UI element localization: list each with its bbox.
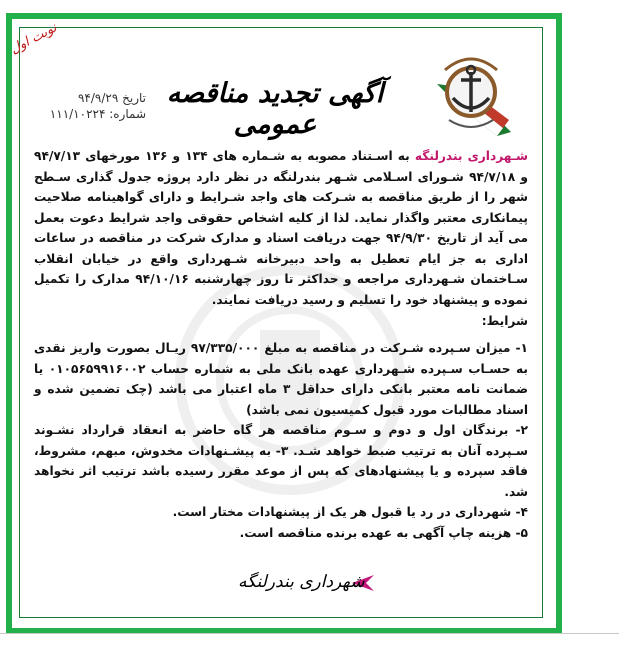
conditions-title: شرایط: [481,314,528,328]
intro-text: به اسـتناد مصوبه به شـماره های ۱۳۴ و ۱۳۶ مورخهای ۹۴/۷/۱۳ و ۹۴/۷/۱۸ شـورای اسـلامی شـهر بندرلنگه در نظر دارد پروژه جدول گذاری سـطح شهر را از طریق مناقصه به شـرکت های واجد شـرایط و دارای گواهینامه صلاحیت پیمانکاری معتبر واگذار نماید. لذا از کلیه اشخاص حقوقی واجد شرایط دعوت بعمل می آید از تاریخ ۹۴/۹/۳۰ جهت دریافت اسناد و مدارک شرکت در مناقصه در ساعات اداری به جز ایام تعطیل به واحد دبیرخانه شـهرداری واقع در خیابان انقلاب سـاختمان شـهرداری مراجعه و حداکثر تا روز چهارشنبه ۹۴/۱۰/۱۶ مدارک را تکمیل نموده و پیشنهاد خود را تسلیم و رسید دریافت نمایند. [34,149,529,307]
notice-date: تاریخ ۹۴/۹/۲۹ [77,91,146,105]
page-bottom-divider [0,633,619,634]
notice-title: آگهی تجدید مناقصه عمومی [166,78,384,140]
condition-item-1: ۱- میزان سـپرده شـرکت در مناقصه به مبلغ ۹۷/۳۳۵/۰۰۰ ریـال بصورت واریز نقدی به حسـاب سـپرده شـهرداری عهده بانک ملی به شماره حساب ۰۱۰۵۶۵۹۹۱۶۰۰۲ یا ضمانت نامه معتبر بانکی دارای حداقل ۳ ماه اعتبار می باشد (چک تضمین شده و اسناد مطالبات مورد قبول کمیسیون نمی باشد) [34,341,528,417]
signature: شهرداری بندرلنگه [238,572,365,592]
notice-number: شماره: ۱۱۱/۱۰۲۲۴ [49,107,146,121]
condition-item-2: ۲- برندگان اول و دوم و سـوم مناقصه هر گاه حاضر به انعقاد قرارداد نشـوند سـپرده آنان به ترتیب ضبط خواهد شـد. ۳- به پیشـنهادات مخدوش، مبهم، مشروط، فاقد سپرده و یا پیشنهادهای که پس از موعد مقرر رسیده باشد ترتیب اثر نخواهد شد. [34,423,528,499]
condition-item-4: ۴- شهرداری در رد یا قبول هر یک از پیشنهادات مختار است. [172,505,528,519]
condition-item-5: ۵- هزینه چاپ آگهی به عهده برنده مناقصه است. [239,525,528,540]
notice-meta [34,90,146,122]
notice-intro [34,146,528,332]
municipality-name: شـهرداری بندرلنگه [414,149,529,163]
conditions-list [34,338,528,543]
first-publication-badge: نوبت اول [8,20,60,58]
municipality-anchor-emblem-icon [427,54,527,146]
